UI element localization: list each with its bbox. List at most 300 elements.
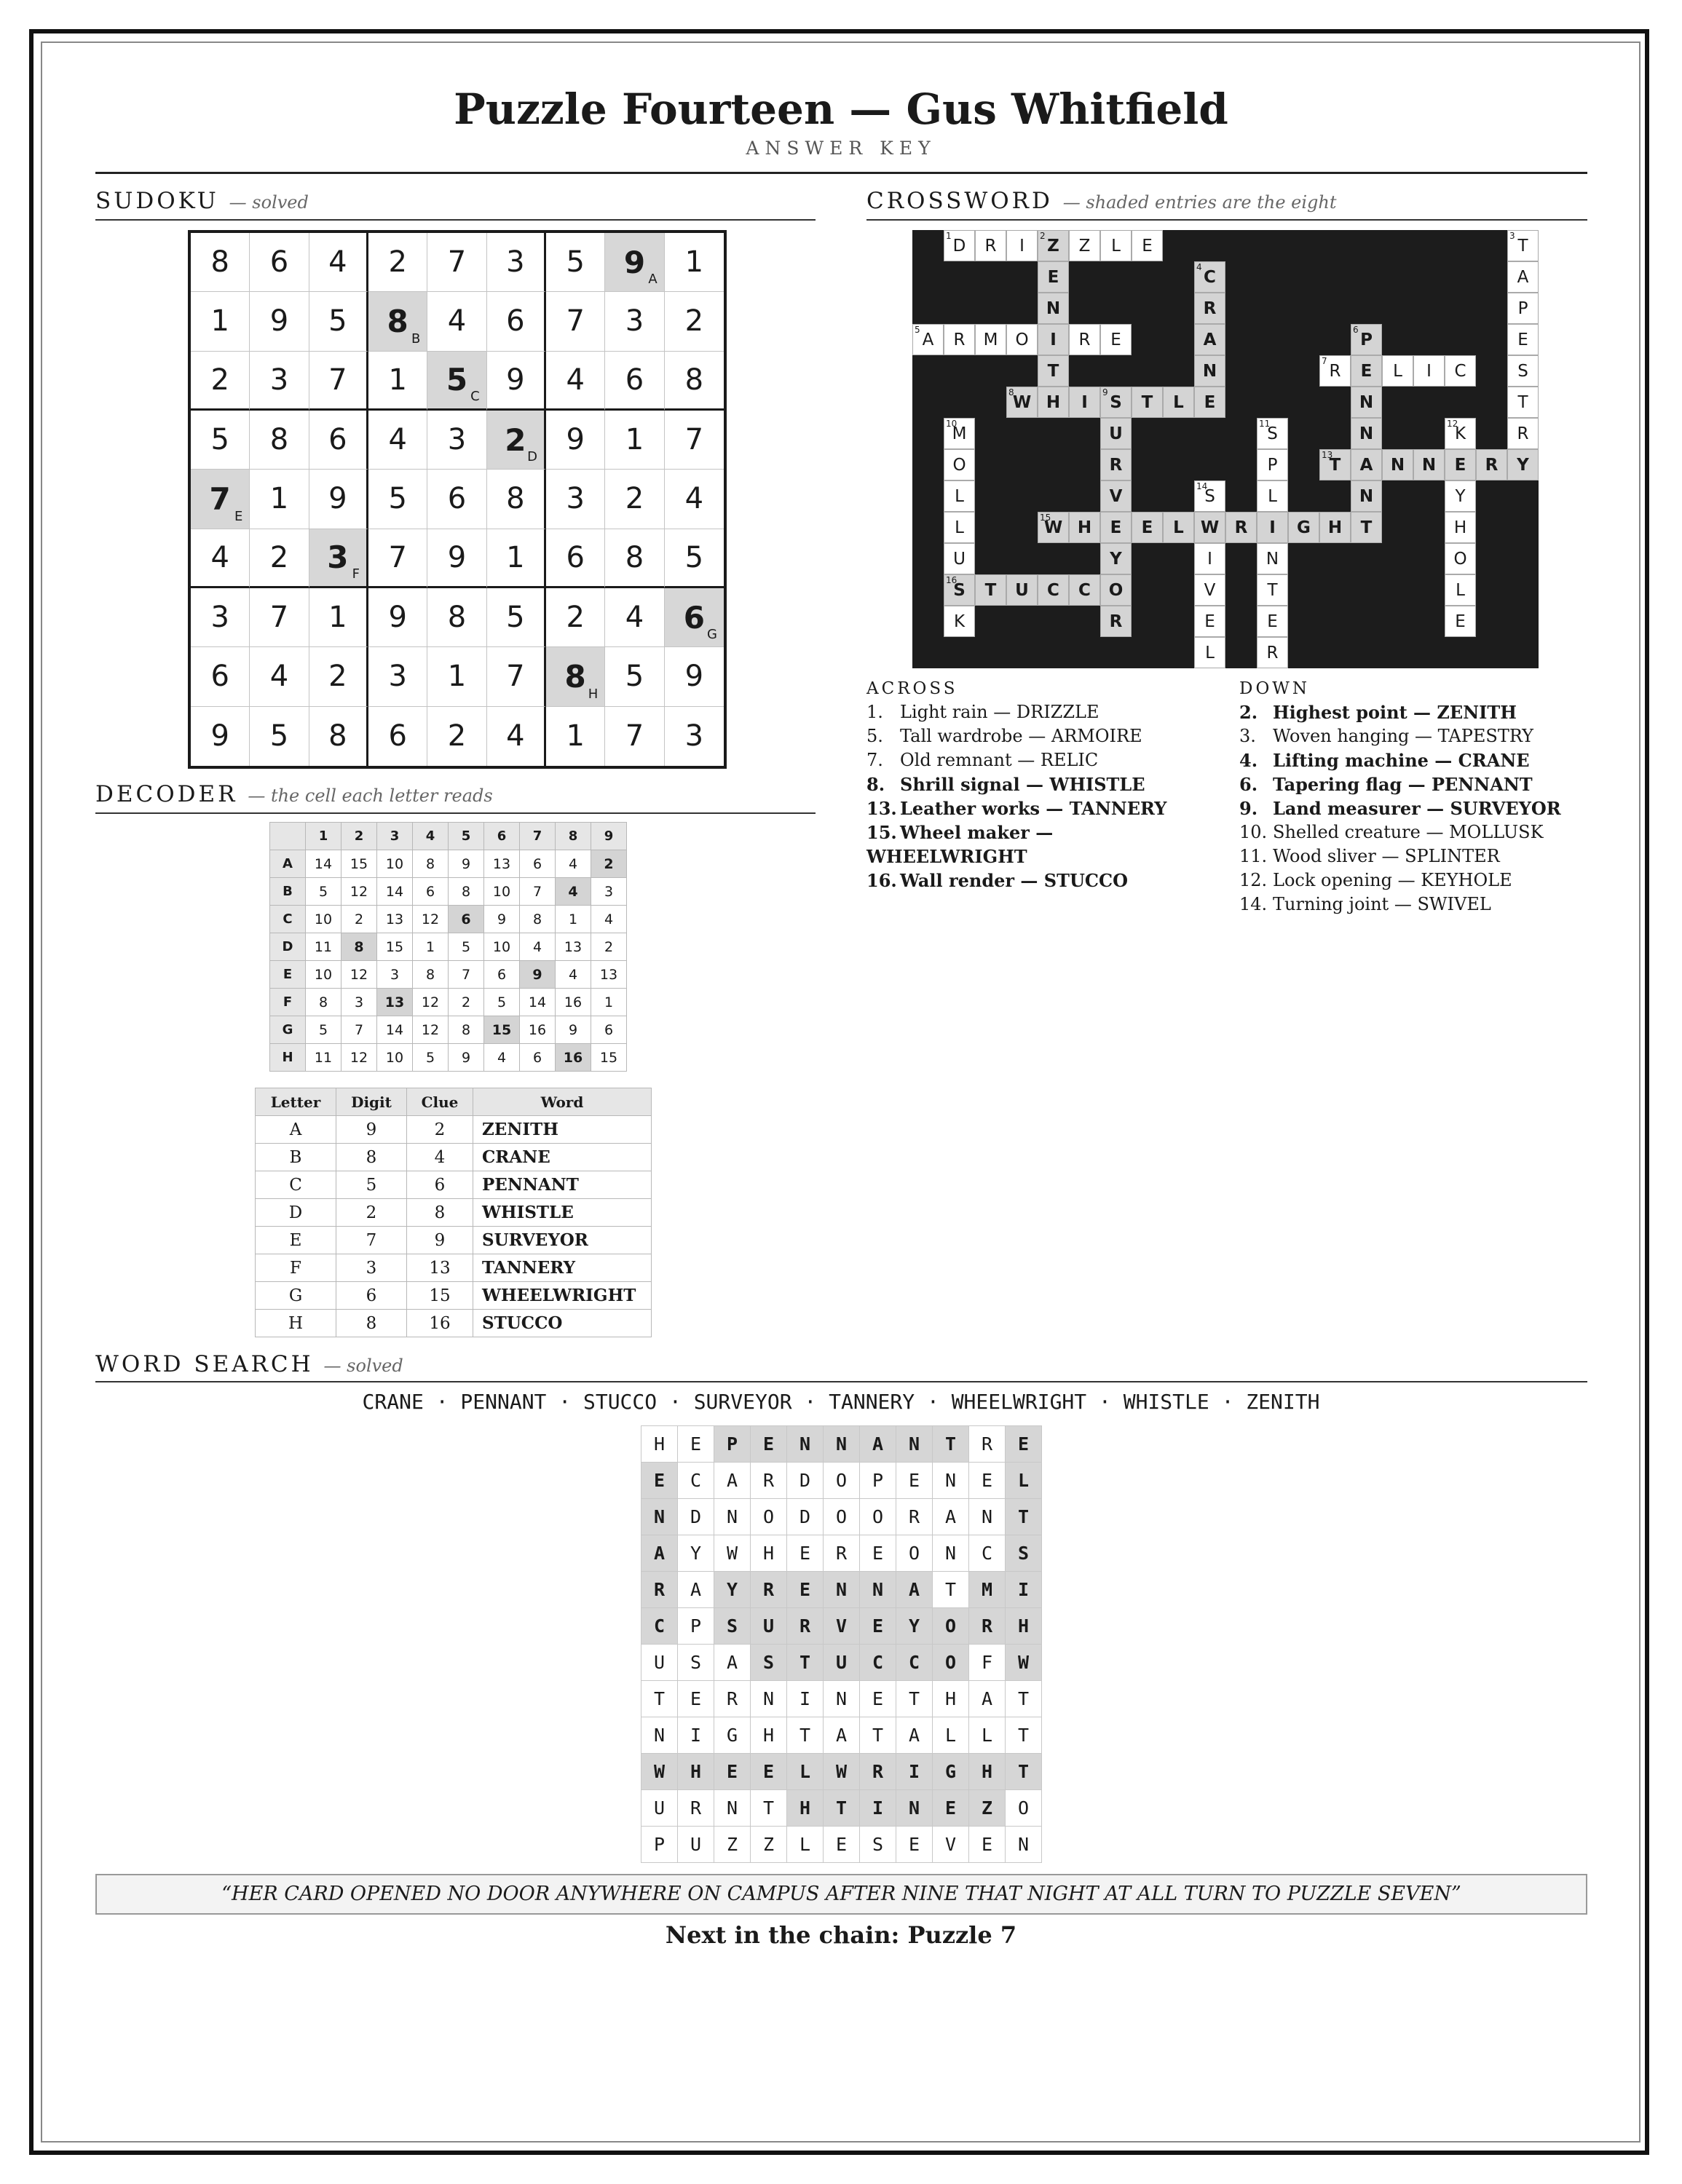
wordsearch-cell: E	[641, 1463, 678, 1499]
wordsearch-cell: T	[933, 1426, 969, 1463]
sudoku-cell	[250, 470, 309, 529]
crossword-letter: L	[1205, 643, 1215, 662]
sudoku-heading-note: — solved	[229, 192, 309, 213]
crossword-letter: N	[1359, 424, 1374, 443]
wordsearch-cell: D	[678, 1499, 714, 1535]
decoder-col-header: 8	[556, 823, 591, 850]
crossword-cell	[1445, 480, 1476, 512]
sudoku-cell	[191, 470, 250, 529]
decoder-cell: 12	[341, 961, 377, 989]
wordsearch-cell: N	[641, 1499, 678, 1535]
sudoku-letter-tag: B	[411, 331, 421, 347]
sudoku-digit: 4	[269, 660, 289, 694]
decoder-cell: 12	[341, 1044, 377, 1072]
wordsearch-cell: U	[641, 1790, 678, 1827]
wordsearch-cell: S	[860, 1827, 896, 1863]
across-clue	[866, 869, 1231, 893]
crossword-cell	[1069, 387, 1100, 418]
sudoku-cell	[665, 647, 724, 706]
crossword-letter: I	[1019, 236, 1024, 256]
decoder-row	[270, 933, 627, 961]
wordsearch-cell: N	[860, 1572, 896, 1608]
wordsearch-cell: S	[714, 1608, 751, 1645]
wordsearch-cell: L	[787, 1754, 824, 1790]
crossword-clue-number: 8	[1008, 387, 1014, 397]
wordsearch-cell: T	[787, 1717, 824, 1754]
crossword-cell	[1507, 293, 1539, 324]
wordsearch-cell: E	[678, 1681, 714, 1717]
crossword-letter: M	[983, 330, 998, 349]
sudoku-cell	[250, 529, 309, 588]
sudoku-cell	[546, 352, 605, 411]
wordsearch-cell: L	[1006, 1463, 1042, 1499]
crossword-letter: S	[953, 580, 966, 600]
crossword-letter: Z	[1047, 236, 1059, 256]
sudoku-digit: 3	[506, 245, 525, 280]
sudoku-digit: 8	[625, 540, 644, 574]
clue-text: Lifting machine — CRANE	[1273, 750, 1530, 771]
word-cell: WHISTLE	[473, 1199, 652, 1227]
sudoku-cell	[368, 529, 427, 588]
crossword-letter: E	[1455, 612, 1466, 631]
letter-word-row	[256, 1310, 652, 1337]
letter-word-row	[256, 1199, 652, 1227]
crossword-cell	[1507, 418, 1539, 449]
clue-number: 7.	[866, 750, 883, 770]
crossword-cell	[1319, 512, 1351, 543]
crossword-letter: T	[1141, 392, 1153, 412]
crossword-clue-number: 13	[1322, 450, 1333, 460]
letter-word-row	[256, 1144, 652, 1171]
sudoku-cell	[487, 233, 546, 292]
crossword-letter: L	[1268, 486, 1277, 506]
letter-cell: E	[256, 1227, 336, 1254]
sudoku-cell	[250, 588, 309, 647]
crossword-letter: Y	[1110, 549, 1122, 569]
crossword-letter: L	[1173, 392, 1184, 412]
decoder-cell: 5	[413, 1044, 449, 1072]
wordsearch-cell: R	[896, 1499, 933, 1535]
decoder-cell: 15	[341, 850, 377, 878]
crossword-cell	[1507, 355, 1539, 387]
wordsearch-cell: T	[933, 1572, 969, 1608]
sudoku-cell	[368, 647, 427, 706]
wordsearch-cell: E	[751, 1754, 787, 1790]
crossword-letter: L	[1393, 361, 1402, 381]
wordsearch-cell: H	[751, 1535, 787, 1572]
down-clue	[1239, 893, 1582, 917]
sudoku-cell	[309, 470, 368, 529]
crossword-letter: T	[1267, 580, 1278, 600]
wordsearch-cell: N	[824, 1426, 860, 1463]
crossword-cell	[1507, 387, 1539, 418]
crossword-cell	[1445, 449, 1476, 480]
clue-number: 4.	[1239, 750, 1258, 771]
wordsearch-cell: R	[969, 1426, 1006, 1463]
sudoku-cell	[309, 647, 368, 706]
word-cell: STUCCO	[473, 1310, 652, 1337]
sudoku-digit: 6	[447, 482, 467, 516]
crossword-cell	[944, 230, 975, 261]
crossword-cell	[1257, 606, 1288, 637]
sudoku-digit: 6	[269, 245, 289, 280]
decoder-header-row	[270, 823, 627, 850]
crossword-letter: T	[1517, 392, 1528, 412]
crossword-cell	[944, 449, 975, 480]
sudoku-cell	[250, 352, 309, 411]
sudoku-letter-tag: G	[707, 627, 717, 643]
sudoku-digit: 3	[566, 482, 585, 516]
crossword-letter: O	[1453, 549, 1467, 569]
crossword-letter: L	[955, 486, 964, 506]
sudoku-digit: 5	[506, 601, 525, 635]
decoder-cell: 10	[377, 1044, 413, 1072]
decoder-col-header: 1	[306, 823, 341, 850]
sudoku-digit: 5	[684, 540, 704, 574]
clue-number: 15.	[866, 822, 897, 843]
word-cell: ZENITH	[473, 1116, 652, 1144]
wordsearch-cell: C	[969, 1535, 1006, 1572]
crossword-clue-number: 16	[946, 575, 958, 585]
wordsearch-cell: E	[969, 1463, 1006, 1499]
crossword-letter: M	[952, 424, 967, 443]
sudoku-digit: 6	[328, 423, 347, 457]
sudoku-digit: 2	[388, 245, 407, 280]
sudoku-cell	[368, 411, 427, 470]
wordsearch-grid	[641, 1425, 1042, 1863]
sudoku-cell	[605, 411, 664, 470]
wordsearch-rule	[95, 1381, 1587, 1382]
wordsearch-cell: N	[787, 1426, 824, 1463]
digit-cell: 5	[336, 1171, 407, 1199]
wordsearch-cell: T	[860, 1717, 896, 1754]
wordsearch-cell: P	[714, 1426, 751, 1463]
decoder-row	[270, 1044, 627, 1072]
decoder-row	[270, 989, 627, 1016]
sudoku-digit: 2	[447, 719, 467, 753]
crossword-cell	[1445, 355, 1476, 387]
decoder-cell: 12	[341, 878, 377, 906]
sudoku-digit: 1	[625, 423, 644, 457]
crossword-cell	[1445, 574, 1476, 606]
down-clue	[1239, 820, 1582, 844]
sudoku-digit: 1	[269, 482, 289, 516]
decoder-cell: 8	[306, 989, 341, 1016]
sudoku-cell	[250, 233, 309, 292]
crossword-letter: T	[1047, 361, 1059, 381]
wordsearch-cell: Z	[714, 1827, 751, 1863]
crossword-letter: R	[1517, 424, 1529, 443]
decoder-row-label: F	[270, 989, 306, 1016]
decoder-cell: 15	[377, 933, 413, 961]
crossword-cell	[1413, 449, 1445, 480]
crossword-cell	[1351, 355, 1382, 387]
sudoku-digit: 2	[328, 660, 347, 694]
crossword-clue-number: 7	[1322, 356, 1327, 366]
sudoku-cell	[309, 411, 368, 470]
crossword-grid	[912, 230, 1539, 668]
crossword-cell	[912, 324, 944, 355]
crossword-cell	[1351, 512, 1382, 543]
crossword-letter: O	[1015, 330, 1029, 349]
letter-cell: G	[256, 1282, 336, 1310]
sudoku-cell	[546, 647, 605, 706]
crossword-letter: Y	[1455, 486, 1466, 506]
sudoku-digit: 8	[387, 303, 408, 339]
wordsearch-cell: E	[714, 1754, 751, 1790]
wordsearch-cell: O	[824, 1499, 860, 1535]
wordsearch-cell: T	[641, 1681, 678, 1717]
wordsearch-cell: A	[714, 1645, 751, 1681]
wordsearch-cell: O	[824, 1463, 860, 1499]
clue-number-cell: 6	[407, 1171, 473, 1199]
sudoku-digit: 2	[684, 304, 704, 339]
down-clue	[1239, 772, 1582, 796]
page-subtitle: ANSWER KEY	[746, 138, 936, 159]
wordsearch-cell: Y	[896, 1608, 933, 1645]
word-cell: CRANE	[473, 1144, 652, 1171]
wordsearch-cell: A	[641, 1535, 678, 1572]
sudoku-digit: 2	[625, 482, 644, 516]
crossword-letter: U	[1109, 424, 1123, 443]
sudoku-cell	[309, 233, 368, 292]
wordsearch-cell: S	[678, 1645, 714, 1681]
word-cell: TANNERY	[473, 1254, 652, 1282]
wordsearch-cell: W	[641, 1754, 678, 1790]
wordsearch-cell: R	[751, 1463, 787, 1499]
crossword-cell	[1194, 355, 1225, 387]
wordsearch-cell: Z	[969, 1790, 1006, 1827]
sudoku-digit: 6	[388, 719, 407, 753]
crossword-clue-number: 3	[1509, 231, 1515, 241]
wordsearch-cell: W	[824, 1754, 860, 1790]
wordsearch-cell: A	[896, 1572, 933, 1608]
decoder-cell: 16	[520, 1016, 556, 1044]
crossword-cell	[1069, 574, 1100, 606]
crossword-letter: Z	[1078, 236, 1091, 256]
crossword-cell	[1351, 324, 1382, 355]
wordsearch-word-list: CRANE · PENNANT · STUCCO · SURVEYOR · TANNERY · WHEELWRIGHT · WHISTLE · ZENITH	[362, 1390, 1320, 1414]
decoder-cell: 16	[556, 1044, 591, 1072]
wordsearch-cell: H	[751, 1717, 787, 1754]
wordsearch-cell: A	[678, 1572, 714, 1608]
crossword-cell	[1100, 387, 1132, 418]
decoder-row	[270, 1016, 627, 1044]
decoder-cell: 7	[449, 961, 484, 989]
wordsearch-cell: Z	[751, 1827, 787, 1863]
sudoku-cell	[191, 529, 250, 588]
wordsearch-cell: C	[641, 1608, 678, 1645]
letter-word-header: Clue	[407, 1088, 473, 1116]
crossword-letter: H	[1453, 518, 1467, 537]
sudoku-cell	[665, 588, 724, 647]
crossword-cell	[1194, 637, 1225, 668]
decoder-col-header: 7	[520, 823, 556, 850]
clue-number: 9.	[1239, 798, 1258, 819]
sudoku-cell	[665, 411, 724, 470]
crossword-letter: I	[1207, 549, 1212, 569]
wordsearch-cell: N	[933, 1463, 969, 1499]
letter-word-row	[256, 1254, 652, 1282]
decoder-cell: 4	[556, 878, 591, 906]
sudoku-cell	[427, 529, 486, 588]
decoder-rule	[95, 812, 816, 814]
crossword-cell	[1507, 230, 1539, 261]
letter-word-row	[256, 1282, 652, 1310]
decoder-cell: 8	[449, 1016, 484, 1044]
letter-word-header: Digit	[336, 1088, 407, 1116]
clue-text: Wheel maker —	[900, 822, 1054, 843]
crossword-letter: T	[984, 580, 997, 600]
crossword-cell	[1194, 293, 1225, 324]
sudoku-digit: 9	[269, 304, 289, 339]
title-rule	[95, 172, 1587, 174]
wordsearch-cell: O	[1006, 1790, 1042, 1827]
crossword-clue-number: 2	[1040, 231, 1046, 241]
sudoku-cell	[309, 352, 368, 411]
decoder-cell: 2	[449, 989, 484, 1016]
crossword-cell	[1194, 324, 1225, 355]
crossword-letter: I	[1426, 361, 1432, 381]
wordsearch-cell: H	[678, 1754, 714, 1790]
sudoku-digit: 2	[269, 540, 289, 574]
clue-number: 3.	[1239, 726, 1256, 746]
sudoku-cell	[605, 233, 664, 292]
wordsearch-cell: T	[1006, 1717, 1042, 1754]
clue-number: 8.	[866, 774, 885, 795]
crossword-clue-number: 15	[1040, 513, 1051, 523]
sudoku-digit: 9	[506, 363, 525, 397]
wordsearch-cell: U	[641, 1645, 678, 1681]
sudoku-digit: 6	[566, 540, 585, 574]
crossword-cell	[1069, 512, 1100, 543]
crossword-cell	[1507, 261, 1539, 293]
crossword-heading-title: CROSSWORD	[866, 188, 1053, 214]
clue-text: Shelled creature — MOLLUSK	[1273, 822, 1544, 842]
sudoku-letter-tag: E	[234, 508, 243, 524]
digit-cell: 3	[336, 1254, 407, 1282]
crossword-cell	[1351, 449, 1382, 480]
wordsearch-cell: I	[896, 1754, 933, 1790]
wordsearch-cell: E	[860, 1608, 896, 1645]
letter-word-row	[256, 1171, 652, 1199]
sudoku-cell	[191, 707, 250, 766]
wordsearch-cell: N	[714, 1790, 751, 1827]
crossword-clue-number: 12	[1447, 419, 1458, 429]
clue-text: Shrill signal — WHISTLE	[900, 774, 1145, 795]
crossword-letter: V	[1204, 580, 1216, 600]
decoder-cell: 5	[306, 1016, 341, 1044]
clue-number: 11.	[1239, 846, 1268, 866]
crossword-letter: A	[1517, 267, 1529, 287]
sudoku-digit: 8	[506, 482, 525, 516]
decoder-cell: 4	[591, 906, 627, 933]
crossword-letter: N	[1421, 455, 1437, 475]
wordsearch-cell: I	[860, 1790, 896, 1827]
sudoku-digit: 5	[210, 423, 229, 457]
decoder-cell: 13	[377, 906, 413, 933]
decoder-heading-title: DECODER	[95, 781, 238, 807]
wordsearch-cell: I	[787, 1681, 824, 1717]
wordsearch-cell: A	[969, 1681, 1006, 1717]
crossword-cell	[1194, 606, 1225, 637]
crossword-cell	[944, 324, 975, 355]
crossword-letter: W	[1200, 518, 1220, 537]
crossword-letter: R	[984, 236, 997, 256]
crossword-cell	[1100, 230, 1132, 261]
digit-cell: 8	[336, 1310, 407, 1337]
decoder-cell: 9	[449, 1044, 484, 1072]
sudoku-digit: 5	[269, 719, 289, 753]
sudoku-cell	[665, 529, 724, 588]
crossword-letter: A	[922, 330, 934, 349]
wordsearch-cell: P	[678, 1608, 714, 1645]
crossword-cell	[944, 480, 975, 512]
decoder-cell: 2	[341, 906, 377, 933]
crossword-letter: R	[1485, 455, 1499, 475]
wordsearch-cell: P	[860, 1463, 896, 1499]
crossword-clue-number: 1	[946, 231, 952, 241]
crossword-cell	[1288, 512, 1319, 543]
wordsearch-cell: A	[824, 1717, 860, 1754]
crossword-cell	[1163, 512, 1194, 543]
crossword-letter: U	[1015, 580, 1029, 600]
wordsearch-cell: C	[896, 1645, 933, 1681]
decoder-cell: 14	[306, 850, 341, 878]
sudoku-digit: 7	[506, 660, 525, 694]
wordsearch-cell: W	[714, 1535, 751, 1572]
sudoku-cell	[250, 647, 309, 706]
sudoku-cell	[427, 647, 486, 706]
wordsearch-cell: E	[787, 1535, 824, 1572]
letter-cell: C	[256, 1171, 336, 1199]
crossword-letter: L	[955, 518, 964, 537]
crossword-letter: K	[953, 612, 966, 631]
sudoku-digit: 9	[684, 660, 704, 694]
crossword-cell	[1038, 512, 1069, 543]
wordsearch-cell: H	[933, 1681, 969, 1717]
sudoku-cell	[605, 470, 664, 529]
sudoku-digit: 7	[269, 601, 289, 635]
across-clue	[866, 772, 1231, 796]
decoder-cell: 13	[591, 961, 627, 989]
crossword-heading	[866, 186, 1337, 217]
sudoku-cell	[368, 352, 427, 411]
crossword-letter: H	[1077, 518, 1092, 537]
wordsearch-cell: N	[969, 1499, 1006, 1535]
digit-cell: 7	[336, 1227, 407, 1254]
decoder-row-label: E	[270, 961, 306, 989]
letter-word-row	[256, 1227, 652, 1254]
sudoku-cell	[191, 292, 250, 351]
decoder-row-label: C	[270, 906, 306, 933]
crossword-letter: A	[1359, 455, 1373, 475]
decoder-cell: 3	[377, 961, 413, 989]
across-clues	[866, 677, 1231, 893]
wordsearch-cell: T	[1006, 1754, 1042, 1790]
crossword-cell	[1163, 387, 1194, 418]
letter-cell: A	[256, 1116, 336, 1144]
crossword-clue-number: 5	[915, 325, 920, 335]
sudoku-cell	[605, 707, 664, 766]
crossword-letter: E	[1110, 330, 1121, 349]
sudoku-cell	[665, 470, 724, 529]
sudoku-letter-tag: D	[527, 449, 537, 465]
clue-number: 16.	[866, 870, 897, 891]
sudoku-cell	[368, 707, 427, 766]
crossword-letter: U	[953, 549, 966, 569]
decoder-cell: 9	[484, 906, 520, 933]
